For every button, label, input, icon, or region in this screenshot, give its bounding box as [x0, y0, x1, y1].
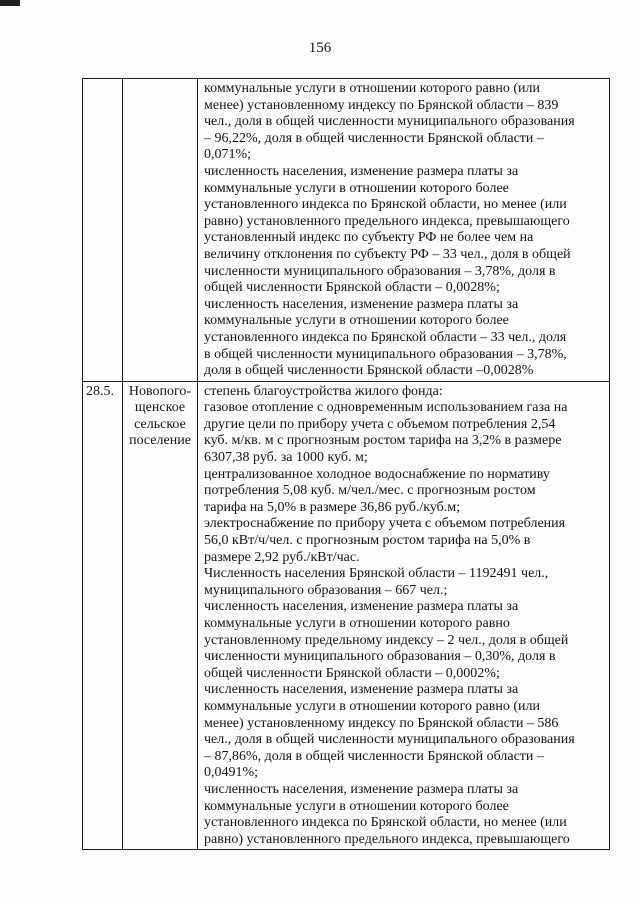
description-line: коммунальные услуги в отношении которого равно: [204, 616, 510, 631]
description-line: Численность населения Брянской области – 1192491 чел.,: [204, 566, 549, 582]
settlement-name-cell: [123, 381, 198, 850]
description-line: менее) установленному индексу по Брянской области – 839: [204, 97, 559, 113]
description-cell: [198, 79, 610, 382]
description-line: численность населения, изменение размера платы за: [204, 599, 519, 615]
table-body: [83, 79, 610, 850]
description-line: тарифа на 5,0% в размере 36,86 руб./куб.м;: [204, 499, 461, 515]
document-table: [82, 78, 610, 850]
description-line: равно) установленного предельного индекса, превышающего: [204, 831, 570, 847]
description-line: другие цели по прибору учета с объемом потребления 2,54: [204, 416, 556, 432]
description-line: общей численности Брянской области – 0,0002%;: [204, 665, 500, 681]
settlement-name-line: Новопого-: [128, 383, 192, 399]
description-line: в общей численности муниципального образования – 3,78%,: [204, 346, 567, 362]
table-row: [83, 79, 610, 382]
description-line: 0,0491%;: [204, 765, 259, 781]
description-line: газовое отопление с одновременным использованием газа на: [204, 400, 568, 416]
settlement-name-line: щенское: [134, 400, 186, 416]
settlement-name-line: сельское: [134, 416, 186, 432]
description-line: централизованное холодное водоснабжение по нормативу: [204, 466, 550, 482]
corner-scan-mark: [0, 0, 20, 6]
page-number: 156: [308, 40, 332, 56]
description-line: – 96,22%, доля в общей численности Брянской области –: [204, 130, 544, 146]
description-line: коммунальные услуги в отношении которого более: [204, 313, 509, 329]
description-line: общей численности Брянской области – 0,0028%;: [204, 280, 500, 296]
description-line: установленному предельному индексу – 2 чел., доля в общей: [204, 632, 569, 648]
table-row: [83, 381, 610, 850]
description-line: численность населения, изменение размера платы за: [204, 296, 519, 312]
description-line: коммунальные услуги в отношении которого равно (или: [204, 81, 540, 96]
description-line: менее) установленному индексу по Брянской области – 586: [204, 715, 559, 731]
description-line: потребления 5,08 куб. м/чел./мес. с прогнозным ростом: [204, 483, 536, 499]
row-number-cell: 28.5.: [83, 381, 123, 850]
description-line: установленного индекса по Брянской области, но менее (или: [204, 815, 567, 831]
description-line: куб. м/кв. м с прогнозным ростом тарифа на 3,2% в размере: [204, 433, 562, 449]
description-line: 6307,38 руб. за 1000 куб. м;: [204, 450, 368, 466]
description-line: размере 2,92 руб./кВт/час.: [204, 549, 360, 565]
description-line: чел., доля в общей численности муниципального образования: [204, 114, 575, 130]
description-line: равно) установленного предельного индекса, превышающего: [204, 213, 570, 229]
description-line: доля в общей численности Брянской области –0,0028%: [204, 363, 534, 379]
description-line: численности муниципального образования – 3,78%, доля в: [204, 263, 556, 279]
settlement-name-line: поселение: [129, 433, 191, 449]
description-line: установленного индекса по Брянской области – 33 чел., доля: [204, 329, 567, 345]
description-line: численность населения, изменение размера платы за: [204, 682, 519, 698]
description-line: численность населения, изменение размера платы за: [204, 781, 519, 797]
description-line: чел., доля в общей численности муниципального образования: [204, 732, 575, 748]
description-line: муниципального образования – 667 чел.;: [204, 582, 448, 598]
row-number-cell: [83, 79, 123, 382]
description-line: коммунальные услуги в отношении которого более: [204, 180, 509, 196]
description-line: установленный индекс по субъекту РФ не более чем на: [204, 230, 534, 246]
description-line: 0,071%;: [204, 147, 252, 163]
description-line: 56,0 кВт/ч/чел. с прогнозным ростом тарифа на 5,0% в: [204, 533, 531, 549]
description-line: – 87,86%, доля в общей численности Брянской области –: [204, 748, 544, 764]
description-line: коммунальные услуги в отношении которого более: [204, 798, 509, 814]
description-line: численности муниципального образования – 0,30%, доля в: [204, 649, 556, 665]
description-line: установленного индекса по Брянской области, но менее (или: [204, 197, 567, 213]
description-line: численность населения, изменение размера платы за: [204, 163, 519, 179]
settlement-name-cell: [123, 79, 198, 382]
description-line: коммунальные услуги в отношении которого равно (или: [204, 698, 540, 714]
description-line: электроснабжение по прибору учета с объемом потребления: [204, 516, 566, 532]
description-line: величину отклонения по субъекту РФ – 33 чел., доля в общей: [204, 246, 571, 262]
description-cell: [198, 381, 610, 850]
description-line: степень благоустройства жилого фонда:: [204, 383, 443, 399]
